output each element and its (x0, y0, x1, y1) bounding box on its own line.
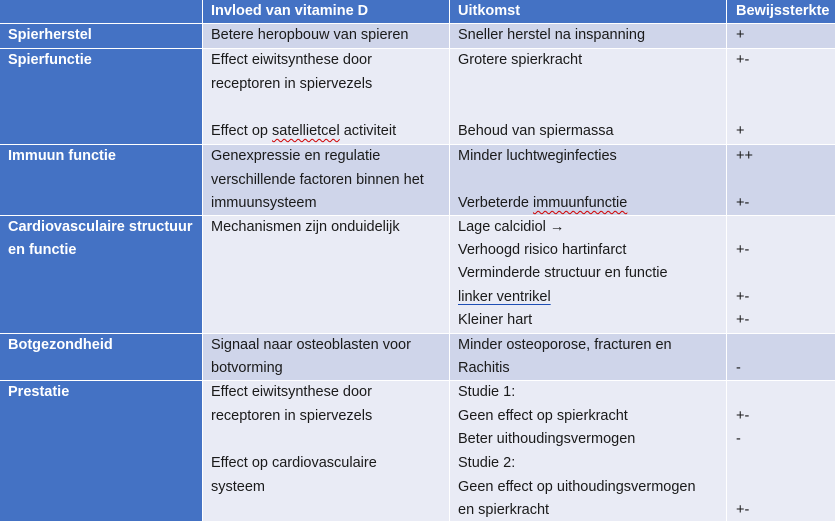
outcome-cell (450, 49, 727, 144)
category-label: Botgezondheid (8, 337, 113, 353)
category-cell (0, 24, 203, 48)
evidence-value: +- (736, 289, 750, 305)
evidence-cell (727, 145, 836, 215)
outcome-text: Geen effect op spierkracht (458, 408, 628, 424)
table-row (0, 334, 836, 381)
evidence-cell (727, 24, 836, 48)
outcome-text: Verhoogd risico hartinfarct (458, 242, 627, 258)
header-evidence-label: Bewijssterkte (736, 3, 830, 19)
header-cell-outcome (450, 0, 727, 23)
evidence-value: +- (736, 408, 750, 424)
outcome-text: Behoud van spiermassa (458, 123, 614, 139)
outcome-text: Minder luchtweginfecties (458, 148, 617, 164)
influence-text: Effect eiwitsynthese door (211, 384, 372, 400)
evidence-value: + (736, 123, 745, 139)
evidence-value: - (736, 431, 741, 447)
category-label: Cardiovasculaire structuur (8, 219, 193, 235)
evidence-value: +- (736, 502, 750, 518)
outcome-text: en spierkracht (458, 502, 550, 518)
table-row (0, 145, 836, 216)
influence-text: verschillende factoren binnen het (211, 172, 424, 188)
influence-cell (203, 24, 450, 48)
outcome-text: Beter uithoudingsvermogen (458, 431, 636, 447)
influence-text: Genexpressie en regulatie (211, 148, 381, 164)
influence-text: systeem (211, 479, 265, 495)
outcome-text: Verbeterde immuunfunctie (458, 195, 628, 211)
evidence-value: - (736, 360, 741, 376)
influence-cell (203, 381, 450, 521)
influence-text: Effect eiwitsynthese door (211, 52, 372, 68)
outcome-text: Verminderde structuur en functie (458, 265, 668, 281)
table-row (0, 216, 836, 334)
outcome-text: Rachitis (458, 360, 510, 376)
header-cell-evidence (727, 0, 836, 23)
category-cell (0, 216, 203, 333)
influence-text: Effect op cardiovasculaire (211, 455, 377, 471)
influence-text: immuunsysteem (211, 195, 317, 211)
category-cell (0, 49, 203, 144)
category-label: Immuun functie (8, 148, 116, 164)
table-row (0, 381, 836, 521)
influence-text: Effect op satellietcel activiteit (211, 123, 397, 139)
outcome-cell (450, 145, 727, 215)
evidence-value: +- (736, 195, 750, 211)
outcome-cell (450, 334, 727, 380)
outcome-text: Sneller herstel na inspanning (458, 27, 646, 43)
influence-cell (203, 145, 450, 215)
evidence-value: + (736, 27, 745, 43)
header-influence-label: Invloed van vitamine D (211, 3, 369, 19)
evidence-cell (727, 49, 836, 144)
influence-text: Betere heropbouw van spieren (211, 27, 409, 43)
outcome-text: Studie 1: (458, 384, 516, 400)
influence-text: botvorming (211, 360, 283, 376)
influence-cell (203, 216, 450, 333)
evidence-value: +- (736, 52, 750, 68)
category-cell (0, 381, 203, 521)
category-label: Spierfunctie (8, 52, 92, 68)
outcome-text: Grotere spierkracht (458, 52, 583, 68)
evidence-cell (727, 216, 836, 333)
outcome-cell (450, 381, 727, 521)
category-label: Prestatie (8, 384, 70, 400)
outcome-text: Geen effect op uithoudingsvermogen (458, 479, 696, 495)
table-header-row (0, 0, 836, 24)
outcome-text: Kleiner hart (458, 312, 533, 328)
outcome-cell (450, 24, 727, 48)
header-cell-category (0, 0, 203, 23)
influence-text: receptoren in spiervezels (211, 408, 373, 424)
evidence-cell (727, 334, 836, 380)
evidence-value: +- (736, 242, 750, 258)
outcome-text: Lage calcidiol → (458, 219, 565, 235)
outcome-cell (450, 216, 727, 333)
evidence-value: ++ (736, 148, 753, 164)
category-label: en functie (8, 242, 77, 258)
category-cell (0, 145, 203, 215)
category-cell (0, 334, 203, 380)
table-row (0, 49, 836, 145)
influence-text: Signaal naar osteoblasten voor (211, 337, 411, 353)
outcome-text: Minder osteoporose, fracturen en (458, 337, 672, 353)
outcome-text: linker ventrikel (458, 289, 551, 305)
header-cell-influence (203, 0, 450, 23)
evidence-value: +- (736, 312, 750, 328)
outcome-text: Studie 2: (458, 455, 516, 471)
influence-text: receptoren in spiervezels (211, 76, 373, 92)
influence-cell (203, 334, 450, 380)
evidence-cell (727, 381, 836, 521)
header-outcome-label: Uitkomst (458, 3, 521, 19)
influence-text: Mechanismen zijn onduidelijk (211, 219, 400, 235)
table-row (0, 24, 836, 49)
influence-cell (203, 49, 450, 144)
category-label: Spierherstel (8, 27, 92, 43)
